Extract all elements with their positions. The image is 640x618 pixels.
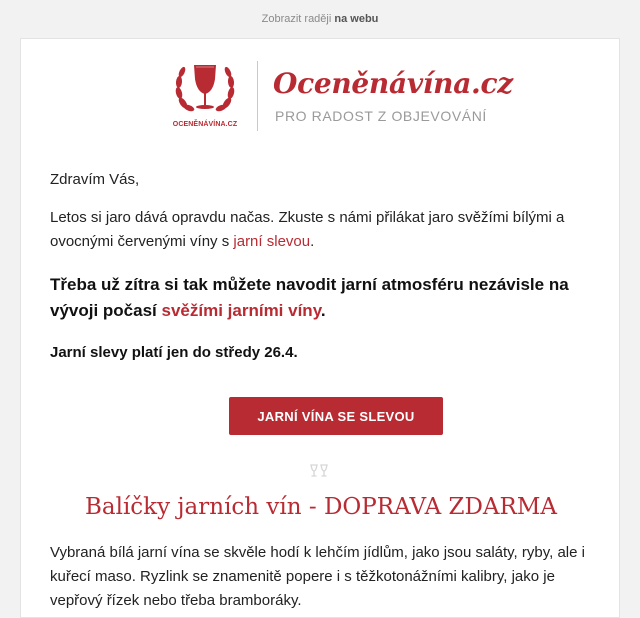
lead-paragraph [50, 272, 595, 324]
wine-glass-laurel-icon [169, 59, 241, 121]
intro-text: Letos si jaro dává opravdu načas. Zkuste s námi přilákat jaro svěžími bílými a ovocnými červenými víny s [50, 209, 565, 250]
clinking-glasses-icon [308, 464, 330, 478]
intro-end: . [310, 233, 315, 250]
view-online-prefix: Zobrazit raději [261, 13, 332, 25]
section-title: Balíčky jarních vín - DOPRAVA ZDARMA [84, 494, 558, 520]
view-online-bar [0, 0, 640, 38]
greeting: Zdravím Vás, [50, 171, 140, 188]
deadline-note: Jarní slevy platí jen do středy 26.4. [50, 344, 298, 361]
brand-name[interactable]: Oceněnávína.cz [273, 67, 513, 100]
emblem-label: OCENĚNÁVÍNA.CZ [172, 121, 238, 128]
lead-text: Třeba už zítra si tak můžete navodit jarní atmosféru nezávisle na vývoji počasí [50, 275, 569, 320]
brand-tagline: PRO RADOST Z OBJEVOVÁNÍ [275, 108, 487, 124]
spring-wines-cta-button[interactable]: JARNÍ VÍNA SE SLEVOU [229, 397, 443, 435]
section-body: Vybraná bílá jarní vína se skvěle hodí k lehčím jídlům, jako jsou saláty, ryby, ale i kuřecí maso. Ryzlink se znamenitě popere i s těžkotonážními kalibry, jako je vepřový řízek nebo třeba bramboráky. [50, 544, 585, 609]
lead-end: . [320, 301, 326, 320]
spring-discount-link[interactable]: jarní slevou [233, 233, 311, 250]
view-online-link[interactable]: na webu [334, 13, 379, 25]
email-card [20, 38, 620, 618]
spring-wines-link[interactable]: svěžími jarními víny [161, 301, 321, 320]
logo-divider [257, 61, 258, 131]
email-header [21, 39, 619, 139]
intro-paragraph [50, 206, 595, 254]
brand-emblem-logo[interactable] [169, 59, 241, 137]
